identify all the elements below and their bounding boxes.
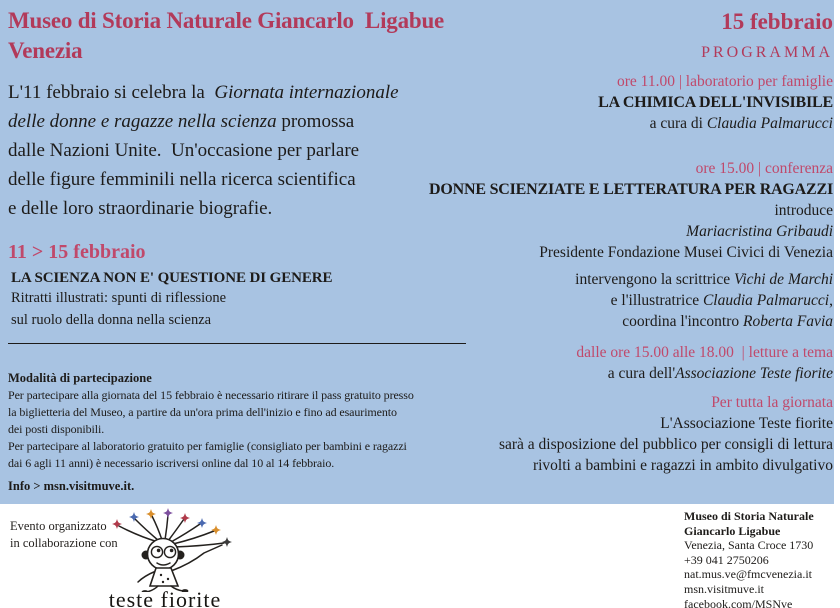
intro-line: delle figure femminili nella ricerca scientifica bbox=[8, 169, 356, 190]
participation-line: Per partecipare al laboratorio gratuito per famiglie (consigliato per bambini e ragazzi bbox=[8, 439, 407, 453]
event-title: DONNE SCIENZIATE E LETTERATURA PER RAGAZZI bbox=[429, 181, 833, 198]
event-time: dalle ore 15.00 alle 18.00 | letture a tema bbox=[576, 344, 833, 361]
participation-line: dei posti disponibili. bbox=[8, 422, 105, 436]
divider-line bbox=[8, 343, 466, 344]
collaboration-line: in collaborazione con bbox=[10, 535, 118, 550]
exhibition-subtitle-line: Ritratti illustrati: spunti di riflessione bbox=[11, 290, 227, 306]
event-detail: e l'illustratrice Claudia Palmarucci, bbox=[610, 292, 833, 309]
event-detail: L'Associazione Teste fiorite bbox=[660, 415, 833, 432]
logo-caption: teste fiorite bbox=[108, 587, 222, 608]
contact-facebook: facebook.com/MSNve bbox=[684, 596, 793, 608]
contact-museum-name: Giancarlo Ligabue bbox=[684, 523, 781, 538]
contact-museum-name: Museo di Storia Naturale bbox=[684, 509, 814, 523]
event-time: ore 15.00 | conferenza bbox=[695, 160, 833, 177]
exhibition-title: LA SCIENZA NON E' QUESTIONE DI GENERE bbox=[11, 270, 333, 286]
event-detail: sarà a disposizione del pubblico per consigli di lettura bbox=[498, 436, 833, 453]
event-detail: coordina l'incontro Roberta Favia bbox=[622, 313, 833, 330]
participation-line: Per partecipare alla giornata del 15 febbraio è necessario ritirare il pass gratuito presso bbox=[8, 388, 414, 402]
participation-heading: Modalità di partecipazione bbox=[8, 371, 152, 385]
teste-fiorite-logo-drawing bbox=[92, 508, 238, 592]
event-detail: rivolti a bambini e ragazzi in ambito divulgativo bbox=[532, 457, 833, 474]
museum-title-line2: Venezia bbox=[8, 38, 83, 63]
spacer bbox=[409, 332, 833, 342]
event-curator: a cura di Claudia Palmarucci bbox=[649, 115, 833, 132]
speaker-role: Presidente Fondazione Musei Civici di Venezia bbox=[539, 244, 833, 261]
event-detail: intervengono la scrittrice Vichi de Marchi bbox=[575, 271, 833, 288]
exhibition-subtitle-line: sul ruolo della donna nella scienza bbox=[11, 311, 212, 328]
participation-line: la biglietteria del Museo, a partire da un'ora prima dell'inizio e fino ad esaurimento bbox=[8, 405, 397, 419]
event-detail: introduce bbox=[774, 202, 833, 219]
contact-address: Venezia, Santa Croce 1730 bbox=[684, 538, 814, 553]
intro-line: e delle loro straordinarie biografie. bbox=[8, 198, 273, 219]
participation-line: dai 6 agli 11 anni) è necessario iscriversi online dal 10 al 14 febbraio. bbox=[8, 456, 335, 470]
museum-title-line1: Museo di Storia Naturale Giancarlo Ligabue bbox=[8, 8, 445, 33]
teste-fiorite-logo bbox=[92, 508, 238, 608]
intro-line: delle donne e ragazze nella scienza promossa bbox=[8, 111, 355, 132]
event-title: LA CHIMICA DELL'INVISIBILE bbox=[598, 94, 833, 111]
intro-line: L'11 febbraio si celebra la Giornata internazionale bbox=[8, 82, 399, 103]
info-website-line: Info > msn.visitmuve.it. bbox=[8, 479, 135, 493]
speaker-name: Mariacristina Gribaudi bbox=[686, 223, 833, 240]
spacer bbox=[409, 134, 833, 158]
event-curator: a cura dell'Associazione Teste fiorite bbox=[607, 365, 833, 382]
exhibition-date-range: 11 > 15 febbraio bbox=[8, 241, 146, 263]
event-time: ore 11.00 | laboratorio per famiglie bbox=[616, 73, 833, 90]
contact-phone: +39 041 2750206 bbox=[684, 552, 769, 567]
spacer bbox=[409, 384, 833, 392]
event-time: Per tutta la giornata bbox=[711, 394, 833, 411]
contact-email: nat.mus.ve@fmcvenezia.it bbox=[684, 567, 813, 582]
spacer bbox=[409, 63, 833, 71]
program-date-heading: 15 febbraio bbox=[721, 9, 833, 34]
contact-website: msn.visitmuve.it bbox=[684, 581, 765, 596]
collaboration-line: Evento organizzato bbox=[10, 519, 107, 533]
program-column bbox=[409, 8, 833, 476]
intro-line: dalle Nazioni Unite. Un'occasione per parlare bbox=[8, 140, 360, 161]
program-label: PROGRAMMA bbox=[701, 44, 833, 61]
contact-block bbox=[684, 509, 814, 608]
